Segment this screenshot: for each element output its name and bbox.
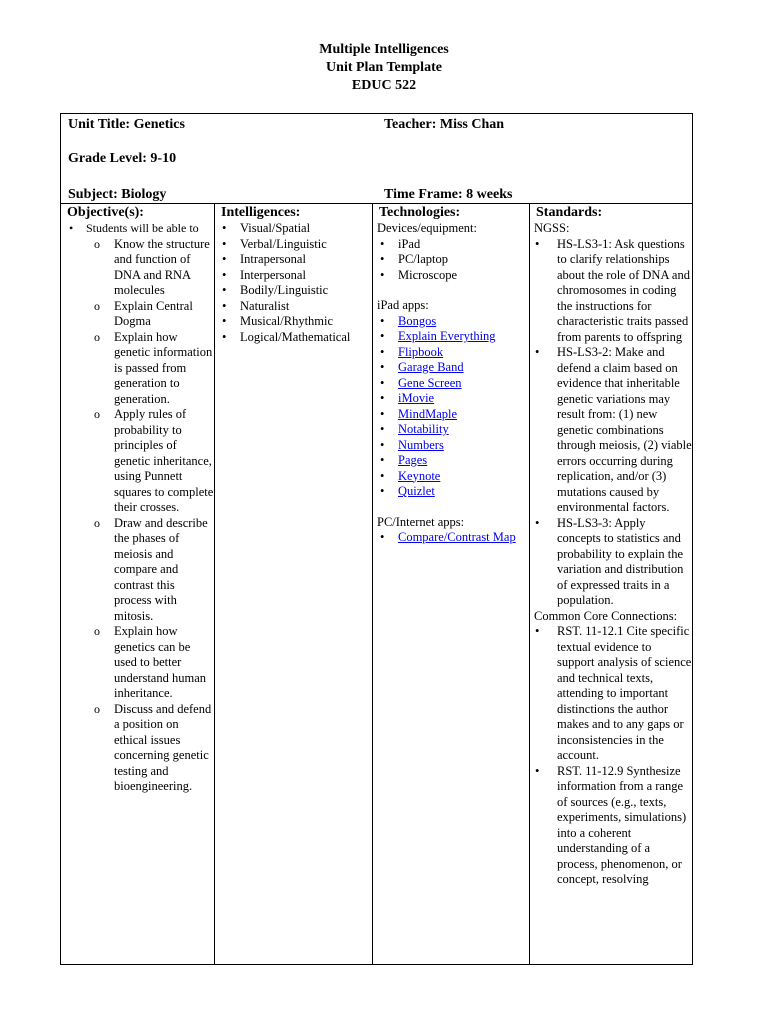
app-link-quizlet[interactable]: Quizlet xyxy=(398,484,435,498)
app-link-keynote[interactable]: Keynote xyxy=(398,468,441,483)
technologies-heading: Technologies: xyxy=(379,205,461,220)
standards-column xyxy=(530,204,692,964)
list-item: • Intrapersonal xyxy=(215,252,372,268)
list-item: • Naturalist xyxy=(215,299,372,315)
list-item: o Draw and describe the phases of meiosis and compare and contrast this process with mitosis. xyxy=(91,516,214,625)
intelligences-heading: Intelligences: xyxy=(221,205,301,220)
intelligences-column xyxy=(215,204,373,964)
list-item: • Microscope xyxy=(373,268,529,284)
app-link-explain-everything[interactable]: Explain Everything xyxy=(398,329,496,343)
standards-heading: Standards: xyxy=(536,205,603,220)
devices-label: Devices/equipment: xyxy=(377,221,477,235)
time-frame: Time Frame: 8 weeks xyxy=(384,187,513,202)
list-item: o Know the structure and function of DNA and RNA molecules xyxy=(91,237,214,299)
list-item: • PC/laptop xyxy=(373,252,529,268)
ngss-label: NGSS: xyxy=(534,221,570,235)
common-core-list xyxy=(530,624,692,888)
list-item: o Explain how genetics can be used to better understand human inheritance. xyxy=(91,624,214,702)
ipad-apps-label: iPad apps: xyxy=(377,298,429,312)
technologies-column xyxy=(373,204,530,964)
list-item: o Discuss and defend a position on ethical issues concerning genetic testing and bioengineering. xyxy=(91,702,214,795)
unit-plan-table xyxy=(60,113,693,965)
list-item: o Explain Central Dogma xyxy=(91,299,214,330)
list-item: • RST. 11-12.1 Cite specific textual evidence to support analysis of science and technical texts, attending to important distinctions the author makes and to any gaps or inconsistencies in the account. xyxy=(530,624,692,764)
objectives-column xyxy=(61,204,215,964)
list-item: • HS-LS3-2: Make and defend a claim based on evidence that inheritable genetic variations may result from: (1) new genetic combinations through meiosis, (2) viable errors occurring during replication, and/or (3) mutations caused by environmental factors. xyxy=(530,345,692,516)
unit-title: Unit Title: Genetics xyxy=(68,117,185,132)
grade-level: Grade Level: 9-10 xyxy=(68,151,177,166)
objectives-heading: Objective(s): xyxy=(67,205,144,220)
intelligences-list xyxy=(215,221,372,345)
list-item: o Apply rules of probability to principles of genetic inheritance, using Punnett squares to complete their crosses. xyxy=(91,407,214,516)
list-item: o Explain how genetic information is passed from generation to generation. xyxy=(91,330,214,408)
list-item: • HS-LS3-1: Ask questions to clarify relationships about the role of DNA and chromosomes in coding the instructions for characteristic traits passed from parents to offspring xyxy=(530,237,692,346)
app-link-numbers[interactable]: Numbers xyxy=(398,437,444,452)
devices-list xyxy=(373,237,529,284)
list-item: • Bodily/Linguistic xyxy=(215,283,372,299)
list-item: • Logical/Mathematical xyxy=(215,330,372,346)
ipad-apps-list xyxy=(373,314,529,500)
list-item: • HS-LS3-3: Apply concepts to statistics and probability to explain the variation and distribution of expressed traits in a population. xyxy=(530,516,692,609)
ngss-list xyxy=(530,237,692,609)
list-item: • iPad xyxy=(373,237,529,253)
app-link-bongos[interactable]: Bongos xyxy=(398,313,437,328)
list-item: • Musical/Rhythmic xyxy=(215,314,372,330)
pc-apps-label: PC/Internet apps: xyxy=(377,514,465,529)
subject: Subject: Biology xyxy=(68,187,167,202)
list-item: • Visual/Spatial xyxy=(215,221,372,237)
title-line: Multiple Intelligences xyxy=(319,42,449,57)
title-line: EDUC 522 xyxy=(351,78,417,93)
app-link-mindmaple[interactable]: MindMaple xyxy=(398,406,458,421)
app-link-flipbook[interactable]: Flipbook xyxy=(398,344,444,359)
app-link-imovie[interactable]: iMovie xyxy=(398,391,435,405)
objectives-list xyxy=(61,237,214,795)
list-item: • RST. 11-12.9 Synthesize information from a range of sources (e.g., texts, experiments, simulations) into a coherent understanding of a process, phenomenon, or concept, resolving xyxy=(530,764,692,888)
document-title xyxy=(0,41,768,95)
unit-header-row xyxy=(61,114,692,204)
list-item: • Interpersonal xyxy=(215,268,372,284)
objectives-intro: • Students will be able to xyxy=(61,221,214,237)
app-link-notability[interactable]: Notability xyxy=(398,422,449,436)
common-core-label: Common Core Connections: xyxy=(534,608,678,623)
app-link-garage-band[interactable]: Garage Band xyxy=(398,360,464,374)
list-item: • Verbal/Linguistic xyxy=(215,237,372,253)
app-link-gene-screen[interactable]: Gene Screen xyxy=(398,375,462,390)
teacher-name: Teacher: Miss Chan xyxy=(384,117,505,132)
pc-apps-list xyxy=(373,530,529,546)
app-link-compare-contrast-map[interactable]: Compare/Contrast Map xyxy=(398,530,516,544)
app-link-pages[interactable]: Pages xyxy=(398,453,428,467)
title-line: Unit Plan Template xyxy=(326,60,442,75)
